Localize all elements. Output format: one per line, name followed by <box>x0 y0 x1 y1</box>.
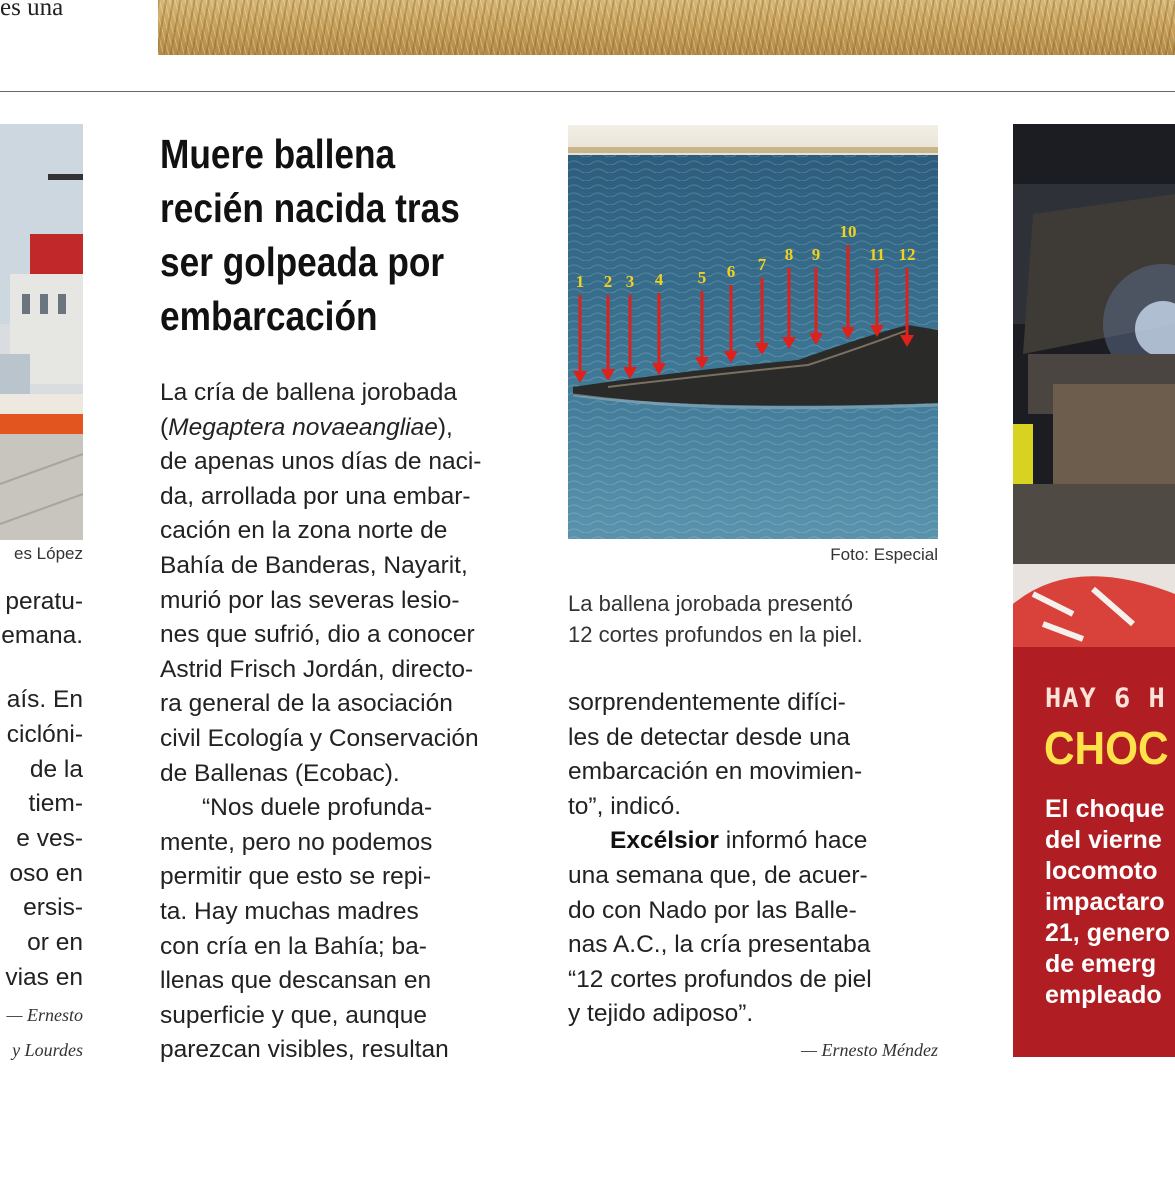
photo-caption <box>568 588 938 650</box>
headline-line: ser golpeada por <box>160 239 445 285</box>
highlight-line: empleado <box>1045 981 1162 1009</box>
body-line: cación en la zona norte de <box>160 517 448 545</box>
caption-line: 12 cortes profundos en la piel. <box>568 622 863 647</box>
body-line: con cría en la Bahía; ba- <box>160 932 427 960</box>
mark-number-label: 12 <box>898 245 916 264</box>
caption-line: La ballena jorobada presentó <box>568 591 854 616</box>
left-text-line: de la <box>29 756 83 783</box>
highlight-line: El choque <box>1045 795 1165 823</box>
headline-line: Muere ballena <box>160 131 396 177</box>
highlight-kicker: HAY 6 H <box>1045 683 1166 714</box>
left-text-line: e ves- <box>16 825 83 852</box>
body-line: permitir que esto se repi- <box>160 863 431 891</box>
body-line: embarcación en movimien- <box>568 758 863 786</box>
body-line: (Megaptera novaeangliae), <box>160 413 453 441</box>
body-line: de Ballenas (Ecobac). <box>160 759 400 787</box>
highlight-box <box>1013 647 1175 1057</box>
body-line: mente, pero no podemos <box>160 828 433 856</box>
mark-number-label: 9 <box>811 245 821 264</box>
right-article-photo <box>1013 124 1175 647</box>
article-body-column-1 <box>160 376 540 1068</box>
mark-number-label: 3 <box>625 272 635 291</box>
mark-number-label: 2 <box>603 272 613 291</box>
author-signature: — Ernesto Méndez <box>801 1040 938 1060</box>
top-photo-wheat-field <box>158 0 1175 55</box>
left-text-line: oso en <box>9 860 83 887</box>
mark-number-label: 10 <box>839 222 857 241</box>
body-line: les de detectar desde una <box>568 723 850 751</box>
mark-number-label: 8 <box>784 245 794 264</box>
newspaper-name: Excélsior <box>610 827 719 855</box>
left-text-line: aís. En <box>6 686 83 713</box>
left-signature-line: — Ernesto <box>6 1005 83 1025</box>
left-text-line: ersis- <box>23 894 83 921</box>
left-text-line: peratu- <box>5 588 83 615</box>
highlight-line: impactaro <box>1045 888 1165 916</box>
left-text-line: emana. <box>1 622 83 649</box>
left-signature-line: y Lourdes <box>12 1040 83 1060</box>
scientific-name: Megaptera novaeangliae <box>168 413 438 441</box>
article-body-column-2 <box>568 686 948 1032</box>
mark-number-label: 11 <box>868 245 886 264</box>
body-line: to”, indicó. <box>568 792 682 820</box>
left-text-line: vias en <box>5 964 83 991</box>
photo-credit: Foto: Especial <box>830 545 938 564</box>
body-line: parezcan visibles, resultan <box>160 1036 449 1064</box>
mark-number-label: 4 <box>654 270 664 289</box>
body-line: una semana que, de acuer- <box>568 861 868 889</box>
left-text-line: tiem- <box>28 790 83 817</box>
highlight-line: locomoto <box>1045 857 1158 885</box>
body-line: La cría de ballena jorobada <box>160 379 457 406</box>
body-line: nes que sufrió, dio a conocer <box>160 621 475 649</box>
body-line: Bahía de Banderas, Nayarit, <box>160 551 468 579</box>
body-line: civil Ecología y Conservación <box>160 724 479 752</box>
left-text-line: ciclóni- <box>6 721 83 748</box>
mark-number-label: 7 <box>757 255 767 274</box>
left-text-line: or en <box>27 929 83 956</box>
body-line: do con Nado por las Balle- <box>568 896 857 924</box>
body-line: Astrid Frisch Jordán, directo- <box>160 655 474 683</box>
whale-photo <box>568 125 938 539</box>
body-line: “Nos duele profunda- <box>202 794 433 822</box>
body-line: sorprendentemente difíci- <box>568 689 846 716</box>
left-article-photo <box>0 124 83 540</box>
highlight-line: de emerg <box>1045 950 1157 978</box>
highlight-body <box>1045 794 1170 1011</box>
headline-line: recién nacida tras <box>160 185 460 231</box>
left-photo-credit: es López <box>14 544 83 563</box>
body-line: ta. Hay muchas madres <box>160 897 419 925</box>
body-line: da, arrollada por una embar- <box>160 482 471 510</box>
body-line: “12 cortes profundos de piel <box>568 965 872 993</box>
body-line: nas A.C., la cría presentaba <box>568 931 871 959</box>
body-line: de apenas unos días de naci- <box>160 448 482 476</box>
highlight-line: del vierne <box>1045 826 1162 854</box>
body-line: superficie y que, aunque <box>160 1001 427 1029</box>
highlight-line: 21, genero <box>1045 919 1171 947</box>
highlight-headline: CHOC <box>1044 722 1169 774</box>
body-line: Excélsior informó hace <box>610 827 868 855</box>
body-line: murió por las severas lesio- <box>160 586 460 614</box>
section-divider <box>0 91 1175 92</box>
body-line: ra general de la asociación <box>160 690 453 718</box>
article-headline <box>160 127 495 343</box>
mark-number-label: 1 <box>575 272 585 291</box>
previous-article-fragment: es una <box>0 0 64 21</box>
headline-line: embarcación <box>160 293 378 339</box>
body-line: y tejido adiposo”. <box>568 1000 754 1028</box>
mark-number-label: 6 <box>726 262 736 281</box>
mark-number-label: 5 <box>697 268 707 287</box>
body-line: llenas que descansan en <box>160 967 432 995</box>
